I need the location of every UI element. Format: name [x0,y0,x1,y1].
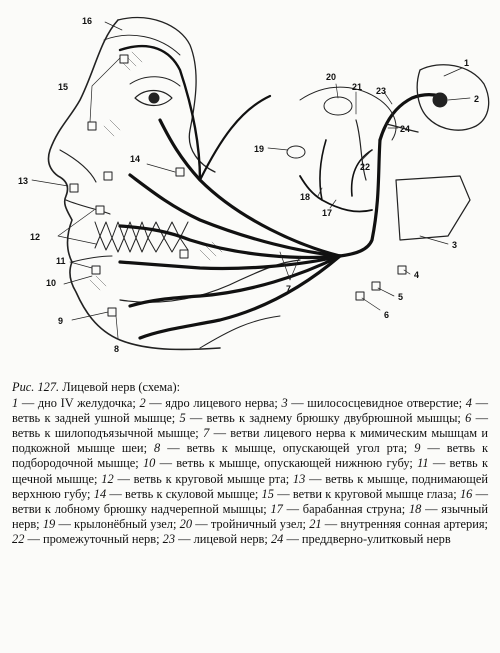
label-5: 5 [398,292,404,302]
legend-item-number: 5 [179,411,186,426]
legend-item-number: 18 [408,501,422,516]
legend-item-number: 19 [42,516,56,531]
legend-item-number: 2 [139,396,146,411]
caption-legend [12,396,488,547]
label-1: 1 [464,58,470,68]
label-11: 11 [56,256,66,266]
muscle-hatching [90,52,222,290]
legend-item [281,396,465,410]
label-10: 10 [46,278,57,288]
legend-item-text: — ветвь к шилоподъязычной мышце; [12,411,488,441]
legend-item [163,532,271,546]
caption-fig-number: Рис. 127. [12,380,60,394]
legend-item-number: 11 [417,456,429,471]
label-8: 8 [114,344,120,354]
label-7: 7 [286,284,292,294]
legend-item [179,411,465,425]
legend-item-text: — ветвь к подбородочной мышце; [12,441,489,471]
label-19: 19 [254,144,265,154]
legend-item-text: — ветви к лобному брюшку надчерепной мышцы; [12,486,488,516]
legend-item-text: — шилососцевидное отверстие; [287,396,466,411]
label-21: 21 [352,82,363,92]
label-6: 6 [384,310,390,320]
legend-item-number: 17 [270,501,283,516]
legend-item [270,502,408,516]
legend-item [12,532,163,546]
chorda-tympani [300,176,372,212]
label-3: 3 [452,240,458,250]
label-2: 2 [474,94,480,104]
eye-pupil [149,93,159,103]
legend-item [94,487,262,501]
legend-item [262,487,460,501]
legend-item-number: 22 [12,531,25,546]
legend-item-text: — ветви лицевого нерва к мимическим мышцам и подкожной мышце шеи; [12,426,488,456]
legend-item-text: — ветвь к мышце, опускающей угол рта; [160,441,415,456]
legend-item-number: 4 [465,396,472,411]
legend-item-text: — ветви к круговой мышце глаза; [273,486,460,501]
label-24: 24 [400,124,411,134]
legend-item-text: — ветвь к мышце, поднимающей верхнюю губу; [12,471,488,501]
legend-item-number: 12 [101,471,114,486]
nose [60,150,96,182]
legend-item-text: — ядро лицевого нерва; [145,396,282,411]
legend-item-number: 1 [12,396,19,411]
legend-item-text: — ветвь к заднему брюшку двубрюшной мышцы; [185,411,466,426]
label-12: 12 [30,232,41,242]
legend-item [180,517,310,531]
caption-title [12,380,488,395]
legend-item-text: — дно IV желудочка; [18,396,140,411]
legend-item-text: — язычный нерв; [12,501,488,531]
skull-outline [118,18,215,172]
muscle-markers [70,55,406,316]
legend-item-text: — ветвь к скуловой мышце; [106,486,262,501]
caption-fig-title: Лицевой нерв (схема): [62,380,181,394]
temporal-bone [396,176,470,240]
legend-item [12,396,139,410]
trigeminal-ganglion [324,97,352,115]
label-14: 14 [130,154,141,164]
legend-item [139,396,281,410]
legend-item [154,441,414,455]
legend-item-text: — ветвь к круговой мышце рта; [113,471,293,486]
facial-nucleus [433,93,447,107]
legend-item-number: 21 [309,516,322,531]
figure-caption [12,380,488,547]
label-22: 22 [360,162,371,172]
legend-item-text: — барабанная струна; [282,501,409,516]
legend-item [43,517,180,531]
legend-item-number: 16 [459,486,473,501]
label-9: 9 [58,316,64,326]
label-18: 18 [300,192,311,202]
legend-item-number: 15 [261,486,274,501]
legend-item-number: 10 [142,456,156,471]
legend-item-number: 24 [270,531,284,546]
legend-item-text: — преддверно-улитковый нерв [283,531,451,546]
legend-item-text: — крылонёбный узел; [55,516,180,531]
label-4: 4 [414,270,420,280]
legend-item-text: — ветвь к мышце, опускающей нижнюю губу; [155,456,418,471]
legend-item-number: 20 [179,516,193,531]
legend-item-number: 14 [93,486,107,501]
legend-item [271,532,451,546]
legend-item [101,472,293,486]
legend-item-text: — тройничный узел; [192,516,310,531]
legend-item-number: 9 [414,441,421,456]
legend-item-number: 3 [281,396,288,411]
brow [130,77,180,86]
pterygopalatine-ganglion [287,146,305,158]
label-23: 23 [376,86,387,96]
legend-item-number: 7 [203,426,210,441]
legend-item-number: 8 [154,441,161,456]
temporal-branch [200,96,270,180]
legend-item-number: 13 [292,471,306,486]
legend-item [309,517,488,531]
lower-lip [72,256,112,262]
legend-item [143,456,417,470]
label-17: 17 [322,208,333,218]
legend-item-text: — промежуточный нерв; [24,531,163,546]
label-13: 13 [18,176,29,186]
legend-item-text: — ветвь к щечной мышце; [12,456,488,486]
label-20: 20 [326,72,337,82]
legend-item-number: 6 [465,411,472,426]
label-15: 15 [58,82,69,92]
label-16: 16 [82,16,93,26]
legend-item-text: — лицевой нерв; [175,531,271,546]
legend-item-number: 23 [162,531,176,546]
legend-item-text: — ветвь к задней ушной мышце; [12,396,488,426]
legend-item-text: — внутренняя сонная артерия; [321,516,489,531]
